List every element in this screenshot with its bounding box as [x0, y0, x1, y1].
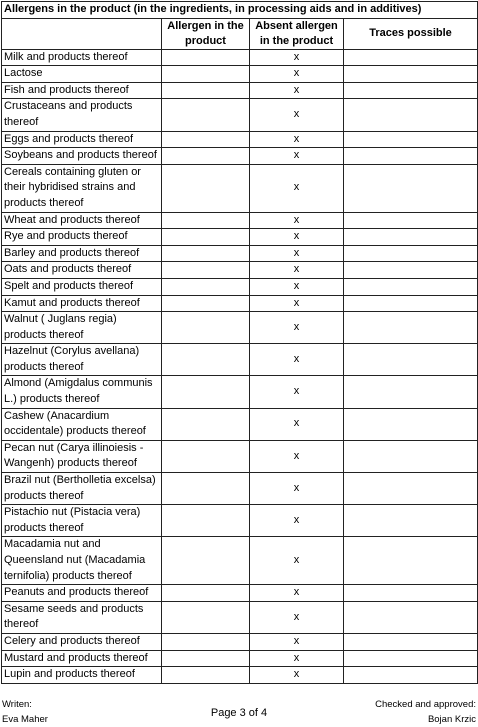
header-allergen-in-product: Allergen in the product [162, 18, 250, 49]
traces-possible-mark [344, 633, 478, 650]
allergen-in-product-mark [162, 537, 250, 585]
title-row [2, 2, 478, 19]
table-row [2, 408, 478, 440]
table-row [2, 229, 478, 246]
allergen-in-product-mark [162, 278, 250, 295]
allergen-name: Almond (Amigdalus communis L.) products thereof [2, 376, 162, 408]
allergen-in-product-mark [162, 262, 250, 279]
allergen-in-product-mark [162, 245, 250, 262]
traces-possible-mark [344, 131, 478, 148]
allergen-name: Pistachio nut (Pistacia vera) products thereof [2, 505, 162, 537]
absent-allergen-mark: x [250, 245, 344, 262]
allergen-table [1, 1, 478, 684]
allergen-in-product-mark [162, 408, 250, 440]
table-title: Allergens in the product (in the ingredients, in processing aids and in additives) [2, 2, 478, 19]
allergen-name: Brazil nut (Bertholletia excelsa) products thereof [2, 473, 162, 505]
allergen-name: Walnut ( Juglans regia) products thereof [2, 312, 162, 344]
absent-allergen-mark: x [250, 99, 344, 131]
allergen-name: Spelt and products thereof [2, 278, 162, 295]
allergen-name: Crustaceans and products thereof [2, 99, 162, 131]
traces-possible-mark [344, 601, 478, 633]
allergen-in-product-mark [162, 344, 250, 376]
page-number: Page 3 of 4 [210, 707, 268, 719]
allergen-name: Barley and products thereof [2, 245, 162, 262]
allergen-name: Mustard and products thereof [2, 650, 162, 667]
table-row [2, 131, 478, 148]
allergen-name: Lactose [2, 66, 162, 83]
absent-allergen-mark: x [250, 505, 344, 537]
allergen-name: Soybeans and products thereof [2, 148, 162, 165]
table-row [2, 278, 478, 295]
traces-possible-mark [344, 262, 478, 279]
absent-allergen-mark: x [250, 650, 344, 667]
absent-allergen-mark: x [250, 537, 344, 585]
traces-possible-mark [344, 82, 478, 99]
table-row [2, 245, 478, 262]
traces-possible-mark [344, 66, 478, 83]
header-absent-allergen: Absent allergen in the product [250, 18, 344, 49]
traces-possible-mark [344, 229, 478, 246]
table-row [2, 633, 478, 650]
absent-allergen-mark: x [250, 601, 344, 633]
absent-allergen-mark: x [250, 344, 344, 376]
allergen-name: Celery and products thereof [2, 633, 162, 650]
allergen-in-product-mark [162, 505, 250, 537]
traces-possible-mark [344, 344, 478, 376]
traces-possible-mark [344, 99, 478, 131]
absent-allergen-mark: x [250, 66, 344, 83]
table-row [2, 650, 478, 667]
traces-possible-mark [344, 376, 478, 408]
table-row [2, 505, 478, 537]
allergen-name: Cashew (Anacardium occidentale) products thereof [2, 408, 162, 440]
allergen-name: Cereals containing gluten or their hybridised strains and products thereof [2, 164, 162, 212]
absent-allergen-mark: x [250, 473, 344, 505]
table-row [2, 82, 478, 99]
absent-allergen-mark: x [250, 633, 344, 650]
allergen-in-product-mark [162, 99, 250, 131]
traces-possible-mark [344, 312, 478, 344]
allergen-in-product-mark [162, 49, 250, 66]
traces-possible-mark [344, 505, 478, 537]
header-row [2, 18, 478, 49]
traces-possible-mark [344, 164, 478, 212]
checked-label: Checked and approved: [375, 699, 476, 710]
traces-possible-mark [344, 408, 478, 440]
traces-possible-mark [344, 295, 478, 312]
allergen-name: Peanuts and products thereof [2, 585, 162, 602]
table-row [2, 295, 478, 312]
table-row [2, 473, 478, 505]
written-by: Eva Maher [2, 714, 48, 725]
absent-allergen-mark: x [250, 312, 344, 344]
absent-allergen-mark: x [250, 229, 344, 246]
traces-possible-mark [344, 245, 478, 262]
absent-allergen-mark: x [250, 49, 344, 66]
footer-checked [375, 697, 476, 727]
traces-possible-mark [344, 440, 478, 472]
allergen-in-product-mark [162, 633, 250, 650]
table-row [2, 148, 478, 165]
allergen-name: Lupin and products thereof [2, 667, 162, 684]
table-row [2, 66, 478, 83]
absent-allergen-mark: x [250, 148, 344, 165]
absent-allergen-mark: x [250, 376, 344, 408]
absent-allergen-mark: x [250, 212, 344, 229]
checked-by: Bojan Krzic [427, 714, 476, 725]
allergen-name: Eggs and products thereof [2, 131, 162, 148]
traces-possible-mark [344, 537, 478, 585]
allergen-in-product-mark [162, 473, 250, 505]
allergen-in-product-mark [162, 148, 250, 165]
allergen-in-product-mark [162, 667, 250, 684]
traces-possible-mark [344, 667, 478, 684]
allergen-name: Kamut and products thereof [2, 295, 162, 312]
written-label: Writen: [2, 699, 32, 710]
allergen-in-product-mark [162, 82, 250, 99]
allergen-name: Oats and products thereof [2, 262, 162, 279]
allergen-name: Milk and products thereof [2, 49, 162, 66]
table-row [2, 312, 478, 344]
allergen-in-product-mark [162, 295, 250, 312]
table-row [2, 164, 478, 212]
traces-possible-mark [344, 278, 478, 295]
traces-possible-mark [344, 650, 478, 667]
absent-allergen-mark: x [250, 667, 344, 684]
table-row [2, 344, 478, 376]
absent-allergen-mark: x [250, 164, 344, 212]
absent-allergen-mark: x [250, 440, 344, 472]
table-row [2, 537, 478, 585]
allergen-in-product-mark [162, 601, 250, 633]
allergen-name: Hazelnut (Corylus avellana) products thereof [2, 344, 162, 376]
table-row [2, 262, 478, 279]
absent-allergen-mark: x [250, 585, 344, 602]
absent-allergen-mark: x [250, 262, 344, 279]
traces-possible-mark [344, 212, 478, 229]
allergen-name: Wheat and products thereof [2, 212, 162, 229]
allergen-in-product-mark [162, 212, 250, 229]
allergen-in-product-mark [162, 440, 250, 472]
allergen-name: Fish and products thereof [2, 82, 162, 99]
table-row [2, 440, 478, 472]
table-row [2, 667, 478, 684]
header-traces-possible: Traces possible [344, 18, 478, 49]
allergen-in-product-mark [162, 164, 250, 212]
table-row [2, 601, 478, 633]
table-row [2, 585, 478, 602]
table-row [2, 376, 478, 408]
allergen-rows [2, 49, 478, 683]
allergen-name: Sesame seeds and products thereof [2, 601, 162, 633]
traces-possible-mark [344, 585, 478, 602]
allergen-in-product-mark [162, 376, 250, 408]
allergen-in-product-mark [162, 66, 250, 83]
absent-allergen-mark: x [250, 131, 344, 148]
header-allergen-name [2, 18, 162, 49]
table-row [2, 49, 478, 66]
allergen-in-product-mark [162, 312, 250, 344]
allergen-name: Pecan nut (Carya illinoiesis - Wangenh) products thereof [2, 440, 162, 472]
absent-allergen-mark: x [250, 82, 344, 99]
allergen-name: Macadamia nut and Queensland nut (Macadamia ternifolia) products thereof [2, 537, 162, 585]
allergen-in-product-mark [162, 585, 250, 602]
traces-possible-mark [344, 473, 478, 505]
allergen-name: Rye and products thereof [2, 229, 162, 246]
traces-possible-mark [344, 49, 478, 66]
traces-possible-mark [344, 148, 478, 165]
allergen-in-product-mark [162, 131, 250, 148]
absent-allergen-mark: x [250, 295, 344, 312]
table-row [2, 99, 478, 131]
absent-allergen-mark: x [250, 408, 344, 440]
absent-allergen-mark: x [250, 278, 344, 295]
allergen-in-product-mark [162, 650, 250, 667]
table-row [2, 212, 478, 229]
allergen-in-product-mark [162, 229, 250, 246]
